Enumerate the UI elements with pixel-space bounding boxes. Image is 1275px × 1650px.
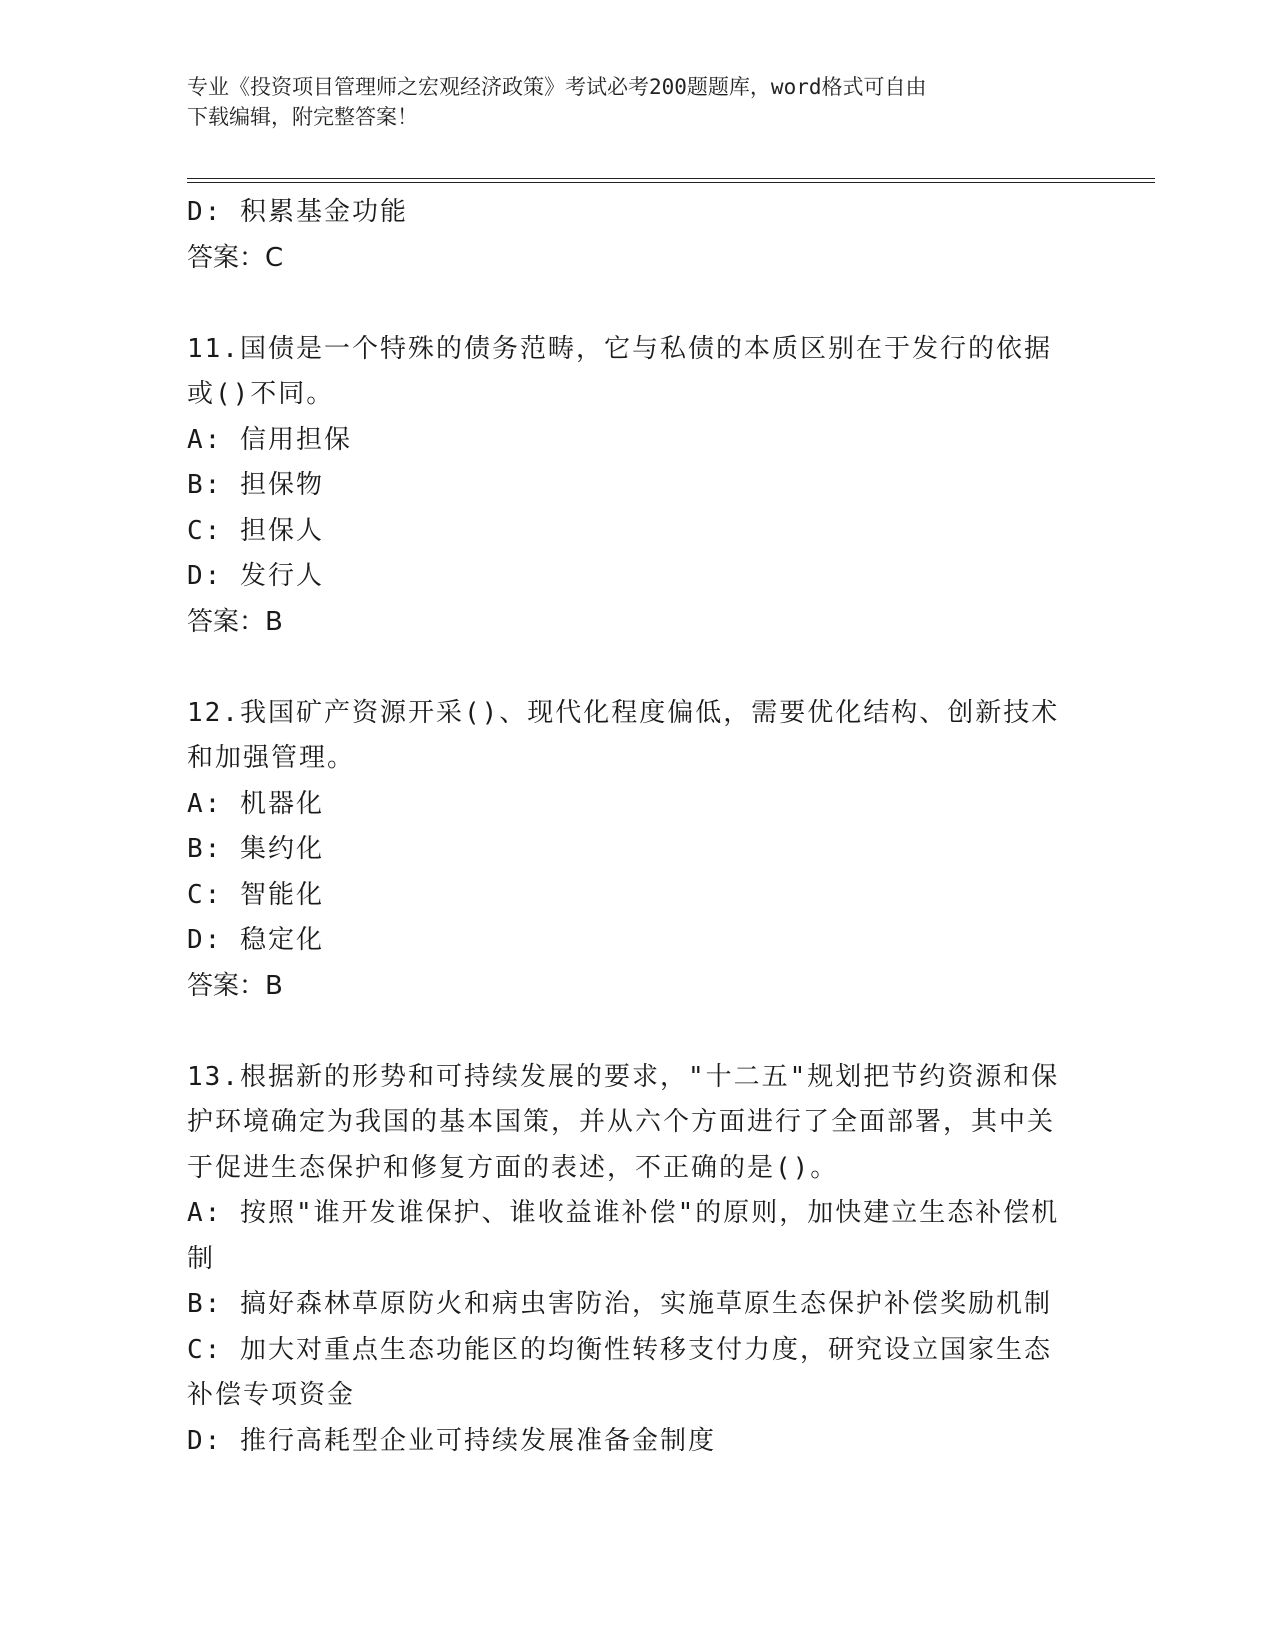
answer: 答案：C — [187, 242, 284, 273]
option-a: A: 信用担保 — [187, 424, 352, 455]
option-c: C: 加大对重点生态功能区的均衡性转移支付力度，研究设立国家生态补偿专项资金 — [187, 1334, 1052, 1410]
option-a: A: 按照"谁开发谁保护、谁收益谁补偿"的原则，加快建立生态补偿机制 — [187, 1198, 1060, 1274]
question-13 — [187, 1055, 1067, 1465]
option-d: D: 发行人 — [187, 561, 324, 591]
header-title-line2: 下载编辑，附完整答案！ — [187, 105, 418, 129]
question-stem: 11.国债是一个特殊的债务范畴，它与私债的本质区别在于发行的依据或()不同。 — [187, 333, 1052, 409]
document-header — [187, 72, 1067, 132]
option-c: C: 智能化 — [187, 879, 324, 910]
option-b: B: 搞好森林草原防火和病虫害防治，实施草原生态保护补偿奖励机制 — [187, 1289, 1052, 1319]
answer: 答案：B — [187, 970, 283, 1001]
question-list — [187, 190, 1067, 1464]
option-a: A: 机器化 — [187, 788, 324, 819]
question-stem: 12.我国矿产资源开采()、现代化程度偏低，需要优化结构、创新技术和加强管理。 — [187, 697, 1060, 773]
option-d: D: 推行高耗型企业可持续发展准备金制度 — [187, 1425, 716, 1456]
header-divider — [187, 178, 1155, 183]
prev-question-tail — [187, 190, 1067, 281]
header-title-line1: 专业《投资项目管理师之宏观经济政策》考试必考200题题库，word格式可自由 — [187, 75, 927, 99]
option-b: B: 集约化 — [187, 834, 324, 864]
question-stem: 13.根据新的形势和可持续发展的要求，"十二五"规划把节约资源和保护环境确定为我国的基本国策，并从六个方面进行了全面部署，其中关于促进生态保护和修复方面的表述，不正确的是()。 — [187, 1061, 1060, 1183]
question-12 — [187, 691, 1067, 1010]
question-11 — [187, 327, 1067, 646]
option-d: D: 稳定化 — [187, 925, 324, 955]
option-c: C: 担保人 — [187, 515, 324, 546]
answer: 答案：B — [187, 606, 283, 637]
option-d: D: 积累基金功能 — [187, 197, 408, 227]
option-b: B: 担保物 — [187, 470, 324, 500]
